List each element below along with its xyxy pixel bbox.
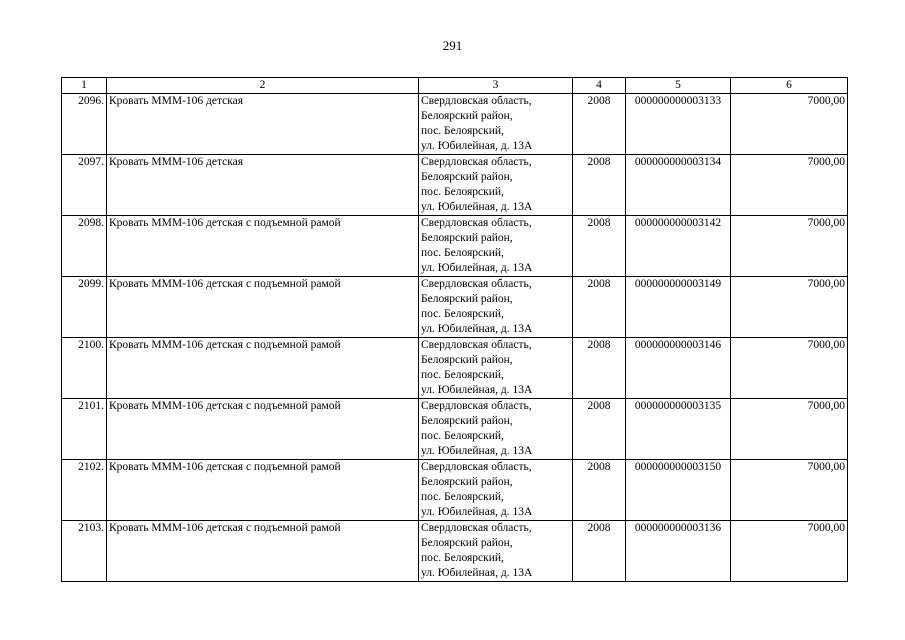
- column-header-3: 3: [419, 78, 573, 94]
- address-line: ул. Юбилейная, д. 13А: [421, 140, 533, 152]
- address-line: пос. Белоярский,: [421, 430, 504, 442]
- address-line: ул. Юбилейная, д. 13А: [421, 262, 533, 274]
- table-row: [62, 94, 848, 155]
- address-line: Белоярский район,: [421, 110, 513, 122]
- row-number: 2100.: [62, 338, 107, 399]
- item-address: [419, 216, 573, 277]
- address-line: Белоярский район,: [421, 354, 513, 366]
- item-year: 2008: [573, 460, 626, 521]
- item-address: [419, 521, 573, 582]
- address-line: ул. Юбилейная, д. 13А: [421, 445, 533, 457]
- inventory-number: 000000000003149: [626, 277, 731, 338]
- address-line: Белоярский район,: [421, 293, 513, 305]
- item-address: [419, 155, 573, 216]
- item-name: Кровать ММM-106 детская с подъемной рамой: [107, 277, 419, 338]
- row-number: 2101.: [62, 399, 107, 460]
- item-year: 2008: [573, 155, 626, 216]
- item-address: [419, 94, 573, 155]
- table-row: [62, 521, 848, 582]
- table-row: [62, 155, 848, 216]
- item-cost: 7000,00: [731, 94, 848, 155]
- item-cost: 7000,00: [731, 460, 848, 521]
- item-name: Кровать ММM-106 детская с подъемной рамой: [107, 399, 419, 460]
- address-line: Белоярский район,: [421, 415, 513, 427]
- address-line: пос. Белоярский,: [421, 125, 504, 137]
- item-address: [419, 399, 573, 460]
- address-line: Свердловская область,: [421, 339, 532, 351]
- address-line: пос. Белоярский,: [421, 369, 504, 381]
- address-line: пос. Белоярский,: [421, 247, 504, 259]
- inventory-number: 000000000003136: [626, 521, 731, 582]
- table-body: [62, 94, 848, 582]
- item-year: 2008: [573, 338, 626, 399]
- item-name: Кровать ММM-106 детская: [107, 94, 419, 155]
- inventory-number: 000000000003134: [626, 155, 731, 216]
- address-line: Свердловская область,: [421, 278, 532, 290]
- item-cost: 7000,00: [731, 521, 848, 582]
- address-line: Белоярский район,: [421, 232, 513, 244]
- page-number: 291: [442, 38, 463, 53]
- inventory-number: 000000000003133: [626, 94, 731, 155]
- table-row: [62, 277, 848, 338]
- item-year: 2008: [573, 277, 626, 338]
- row-number: 2099.: [62, 277, 107, 338]
- row-number: 2098.: [62, 216, 107, 277]
- address-line: Свердловская область,: [421, 156, 532, 168]
- column-header-6: 6: [731, 78, 848, 94]
- row-number: 2096.: [62, 94, 107, 155]
- inventory-number: 000000000003135: [626, 399, 731, 460]
- address-line: пос. Белоярский,: [421, 552, 504, 564]
- address-line: пос. Белоярский,: [421, 186, 504, 198]
- property-table: [61, 77, 848, 582]
- item-cost: 7000,00: [731, 338, 848, 399]
- inventory-number: 000000000003146: [626, 338, 731, 399]
- item-name: Кровать ММM-106 детская: [107, 155, 419, 216]
- inventory-number: 000000000003150: [626, 460, 731, 521]
- item-year: 2008: [573, 521, 626, 582]
- address-line: Белоярский район,: [421, 476, 513, 488]
- address-line: Свердловская область,: [421, 95, 532, 107]
- address-line: ул. Юбилейная, д. 13А: [421, 201, 533, 213]
- item-address: [419, 338, 573, 399]
- item-address: [419, 460, 573, 521]
- address-line: пос. Белоярский,: [421, 491, 504, 503]
- row-number: 2097.: [62, 155, 107, 216]
- address-line: Белоярский район,: [421, 537, 513, 549]
- item-name: Кровать ММM-106 детская с подъемной рамой: [107, 216, 419, 277]
- item-year: 2008: [573, 94, 626, 155]
- address-line: Белоярский район,: [421, 171, 513, 183]
- address-line: Свердловская область,: [421, 400, 532, 412]
- item-cost: 7000,00: [731, 216, 848, 277]
- address-line: Свердловская область,: [421, 217, 532, 229]
- column-header-4: 4: [573, 78, 626, 94]
- row-number: 2103.: [62, 521, 107, 582]
- table-row: [62, 216, 848, 277]
- table-row: [62, 460, 848, 521]
- item-name: Кровать ММM-106 детская с подъемной рамой: [107, 521, 419, 582]
- item-year: 2008: [573, 216, 626, 277]
- item-cost: 7000,00: [731, 155, 848, 216]
- address-line: Свердловская область,: [421, 461, 532, 473]
- table-row: [62, 338, 848, 399]
- item-name: Кровать ММM-106 детская с подъемной рамой: [107, 460, 419, 521]
- table-row: [62, 399, 848, 460]
- address-line: ул. Юбилейная, д. 13А: [421, 506, 533, 518]
- address-line: пос. Белоярский,: [421, 308, 504, 320]
- column-number-row: [62, 78, 848, 94]
- item-cost: 7000,00: [731, 277, 848, 338]
- address-line: ул. Юбилейная, д. 13А: [421, 384, 533, 396]
- address-line: Свердловская область,: [421, 522, 532, 534]
- column-header-5: 5: [626, 78, 731, 94]
- item-cost: 7000,00: [731, 399, 848, 460]
- column-header-1: 1: [62, 78, 107, 94]
- item-name: Кровать ММM-106 детская с подъемной рамой: [107, 338, 419, 399]
- item-address: [419, 277, 573, 338]
- row-number: 2102.: [62, 460, 107, 521]
- inventory-number: 000000000003142: [626, 216, 731, 277]
- item-year: 2008: [573, 399, 626, 460]
- column-header-2: 2: [107, 78, 419, 94]
- address-line: ул. Юбилейная, д. 13А: [421, 323, 533, 335]
- address-line: ул. Юбилейная, д. 13А: [421, 567, 533, 579]
